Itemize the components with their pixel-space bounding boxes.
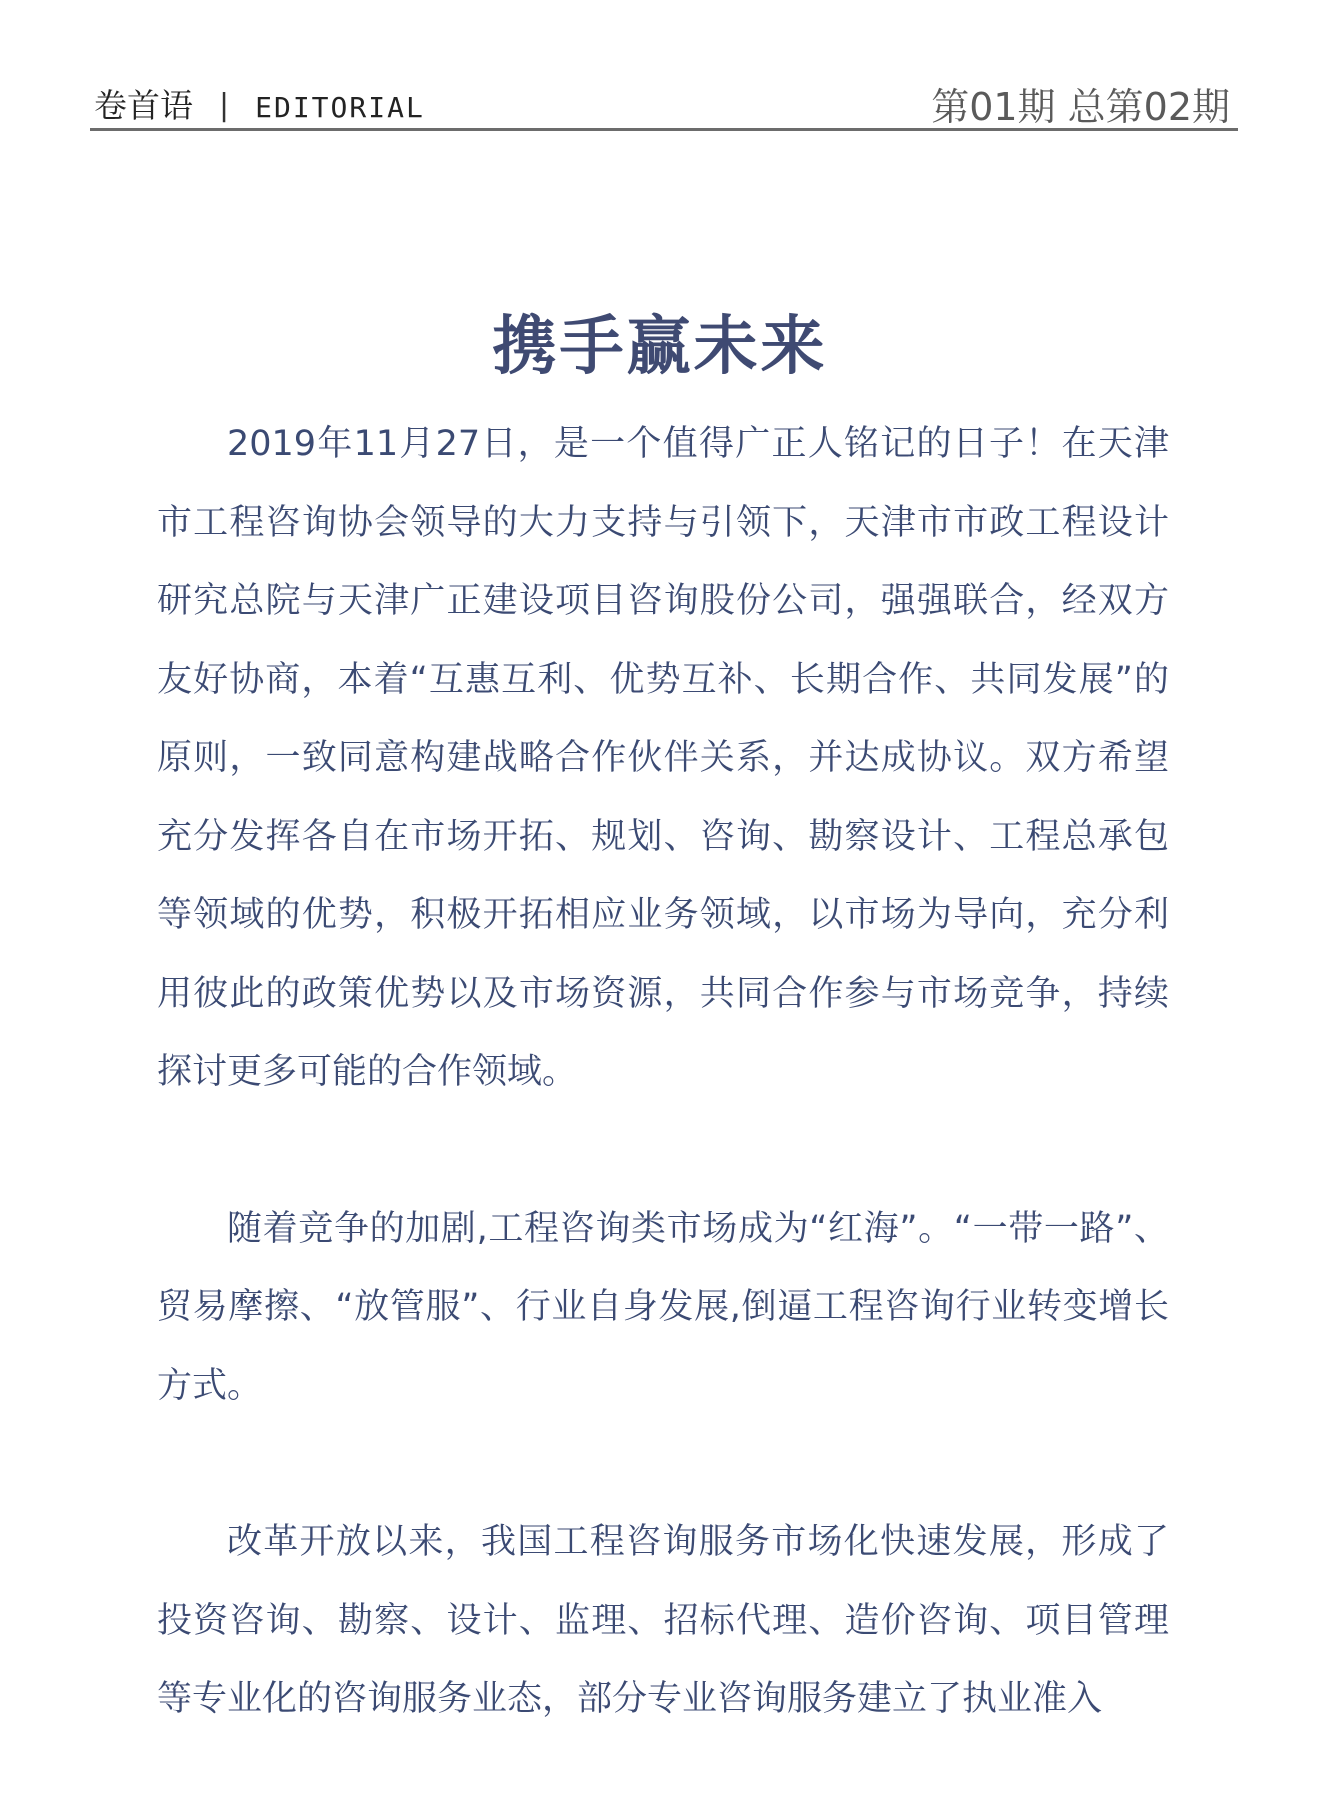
section-title-en: EDITORIAL [255,91,425,124]
section-label [94,80,425,127]
header-divider [90,128,1238,131]
issue-number: 第01期 总第02期 [931,85,1230,129]
article-paragraph: 改革开放以来，我国工程咨询服务市场化快速发展，形成了投资咨询、勘察、设计、监理、招标代理、造价咨询、项目管理等专业化的咨询服务业态，部分专业咨询服务建立了执业准入 [157,1522,1169,1719]
section-separator: | [219,88,230,123]
page-header [90,70,1238,130]
section-title-cn: 卷首语 [94,86,193,125]
article-body [157,405,1169,1739]
article-paragraph: 随着竞争的加剧,工程咨询类市场成为“红海”。“一带一路”、贸易摩擦、“放管服”、行业自身发展,倒逼工程咨询行业转变增长方式。 [157,1208,1169,1406]
article-title: 携手赢未来 [492,309,828,384]
article-paragraph: 2019年11月27日，是一个值得广正人铭记的日子！在天津市工程咨询协会领导的大力支持与引领下，天津市市政工程设计研究总院与天津广正建设项目咨询股份公司，强强联合，经双方友好协商，本着“互惠互利、优势互补、长期合作、共同发展”的原则，一致同意构建战略合作伙伴关系，并达成协议。双方希望充分发挥各自在市场开拓、规划、咨询、勘察设计、工程总承包等领域的优势，积极开拓相应业务领域，以市场为导向，充分利用彼此的政策优势以及市场资源，共同合作参与市场竞争，持续探讨更多可能的合作领域。 [157,424,1169,1092]
